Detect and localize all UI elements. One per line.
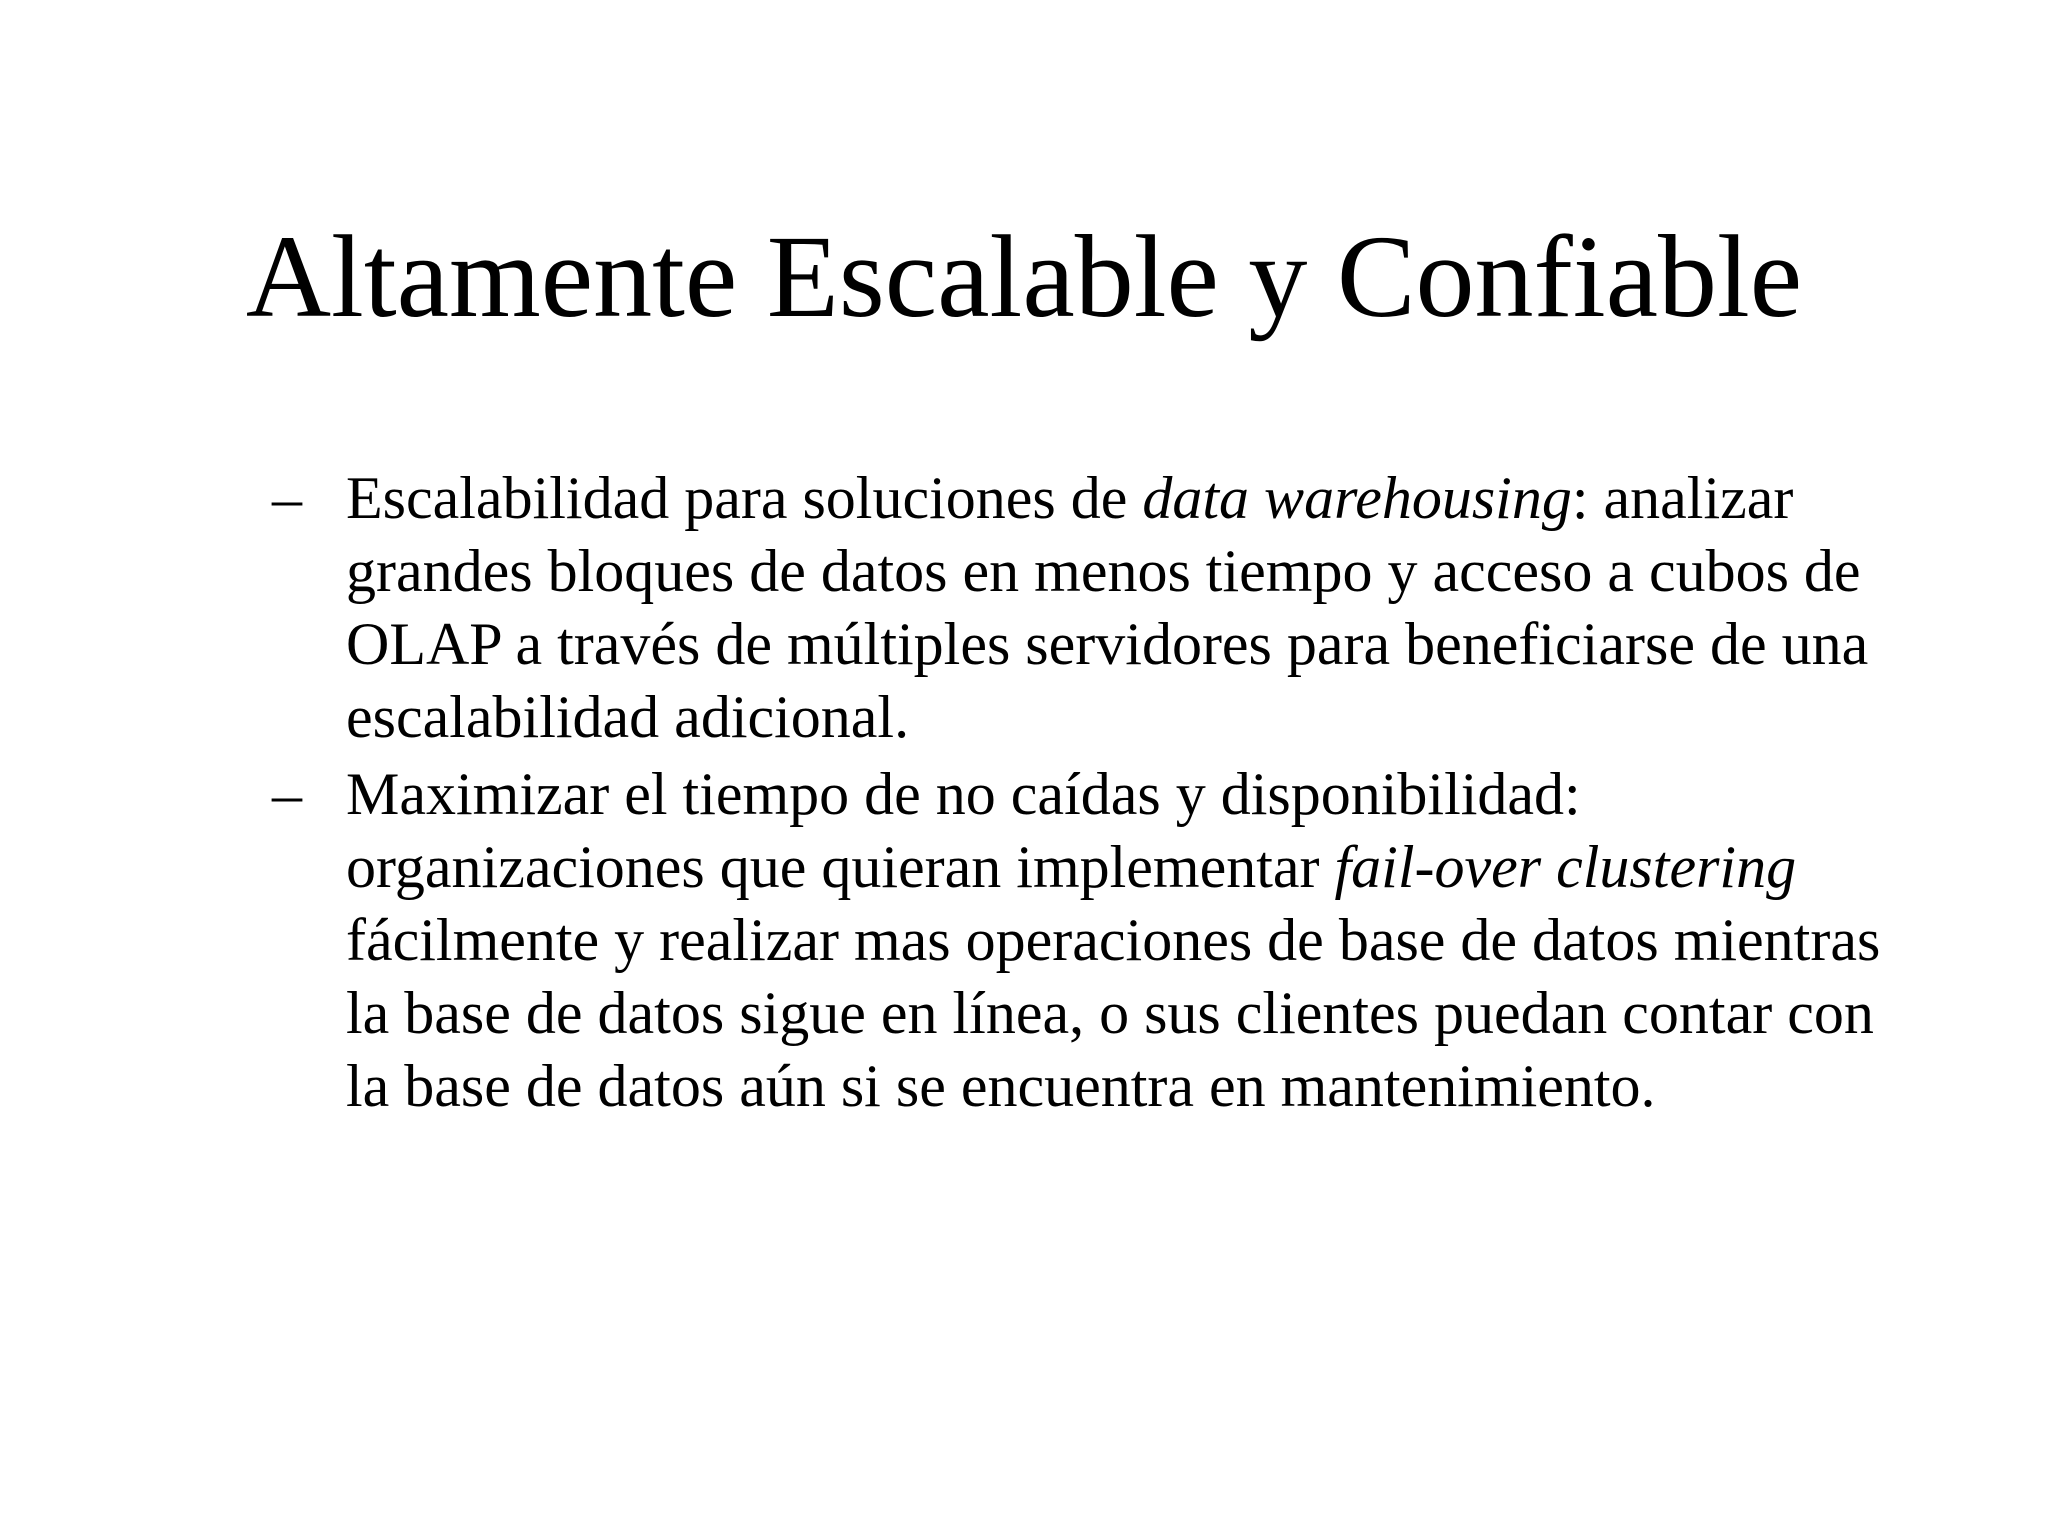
bullet-text-italic: fail-over clustering	[1334, 834, 1797, 900]
bullet-text-part: : analizar grandes bloques de datos en menos tiempo y acceso a cubos de OLAP a través de múltiples servidores para beneficiarse de una escalabilidad adicional.	[346, 465, 1869, 750]
bullet-item	[272, 758, 1932, 1123]
bullet-text-part: Maximizar el tiempo de no caídas y disponibilidad: organizaciones que quieran implementar	[346, 761, 1581, 900]
bullet-text	[346, 761, 1880, 1119]
bullet-item	[272, 462, 1932, 754]
bullet-text-part: Escalabilidad para soluciones de	[346, 465, 1143, 531]
bullet-text-part: fácilmente y realizar mas operaciones de base de datos mientras la base de datos sigue en línea, o sus clientes puedan contar con la base de datos aún si se encuentra en mantenimiento.	[346, 907, 1881, 1119]
bullet-text-italic: data warehousing	[1142, 465, 1572, 531]
bullet-text	[346, 465, 1868, 750]
dash-marker: –	[272, 465, 302, 531]
slide-title: Altamente Escalable y Confiable	[245, 211, 1803, 342]
dash-marker: –	[272, 761, 302, 827]
bullet-list	[272, 462, 1932, 1127]
